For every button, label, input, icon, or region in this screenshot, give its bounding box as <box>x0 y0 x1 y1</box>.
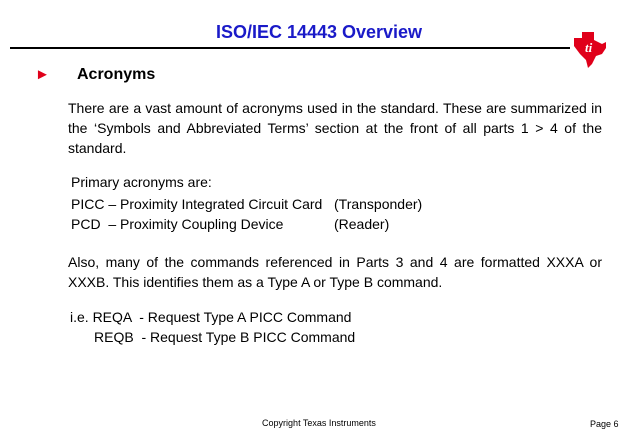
acronym-term: PICC – Proximity Integrated Circuit Card <box>71 196 323 212</box>
primary-intro: Primary acronyms are: <box>71 174 212 190</box>
slide-title: ISO/IEC 14443 Overview <box>215 22 423 42</box>
page-number: Page 6 <box>590 419 619 429</box>
section-heading: Acronyms <box>77 66 156 83</box>
acronym-role: (Transponder) <box>334 196 423 212</box>
commands-paragraph: Also, many of the commands referenced in Parts 3 and 4 are formatted XXXA or XXXB. This identifies them as a Type A or Type B command. <box>68 254 602 290</box>
example-reqa: i.e. REQA - Request Type A PICC Command <box>70 309 352 325</box>
texas-instruments-logo <box>572 30 608 70</box>
svg-text:ti: ti <box>585 40 593 55</box>
copyright-footer: Copyright Texas Instruments <box>262 418 376 428</box>
triangle-right-icon: ► <box>35 66 50 83</box>
title-divider <box>10 47 570 49</box>
example-reqb: REQB - Request Type B PICC Command <box>94 329 356 345</box>
acronym-term: PCD – Proximity Coupling Device <box>71 216 284 232</box>
intro-paragraph: There are a vast amount of acronyms used in the standard. These are summarized in the ‘Symbols and Abbreviated Terms’ section at the front of all parts 1 > 4 of the standard. <box>68 100 602 156</box>
acronym-role: (Reader) <box>334 216 390 232</box>
